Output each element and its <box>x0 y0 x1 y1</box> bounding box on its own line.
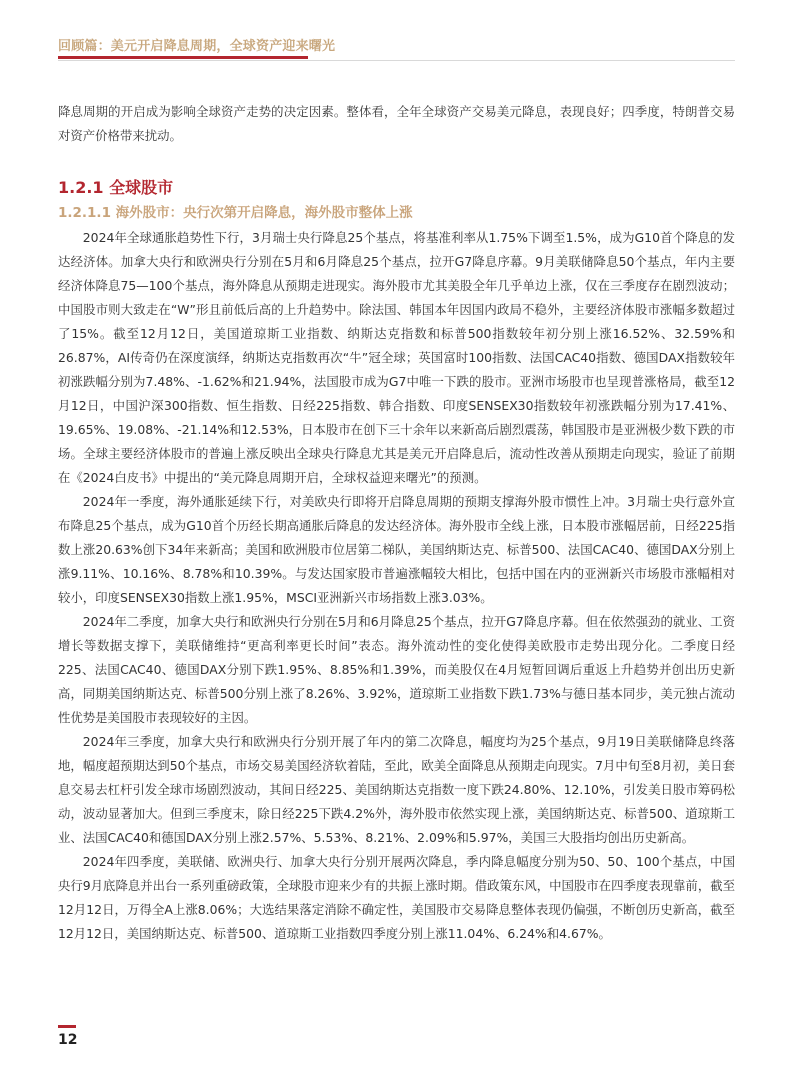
header-divider <box>58 60 735 61</box>
body-paragraph-overview: 2024年全球通胀趋势性下行，3月瑞士央行降息25个基点，将基准利率从1.75%下调至1.5%，成为G10首个降息的发达经济体。加拿大央行和欧洲央行分别在5月和6月降息25个基点，拉开G7降息序幕。9月美联储降息50个基点，年内主要经济体降息75—100个基点，海外降息从预期走进现实。海外股市尤其美股全年几乎单边上涨，仅在三季度存在剧烈波动；中国股市则大致走在“W”形且前低后高的上升趋势中。除法国、韩国本年因国内政局不稳外，主要经济体股市涨幅多数超过了15%。截至12月12日，美国道琼斯工业指数、纳斯达克指数和标普500指数较年初分别上涨16.52%、32.59%和26.87%，AI传奇仍在深度演绎，纳斯达克指数再次“牛”冠全球；英国富时100指数、法国CAC40指数、德国DAX指数较年初涨跌幅分别为7.48%、-1.62%和21.94%，法国股市成为G7中唯一下跌的股市。亚洲市场股市也呈现普涨格局，截至12月12日，中国沪深300指数、恒生指数、日经225指数、韩合指数、印度SENSEX30指数较年初涨跌幅分别为17.41%、19.65%、19.08%、-21.14%和12.53%，日本股市在创下三十余年以来新高后剧烈震荡，韩国股市是亚洲极少数下跌的市场。全球主要经济体股市的普遍上涨反映出全球央行降息尤其是美元开启降息后，流动性改善从预期走向现实，验证了前期在《2024白皮书》中提出的“美元降息周期开启，全球权益迎来曙光”的预测。 <box>58 230 735 485</box>
subsection-heading: 1.2.1.1 海外股市：央行次第开启降息，海外股市整体上涨 <box>58 205 413 221</box>
body-paragraph-q1: 2024年一季度，海外通胀延续下行，对美欧央行即将开启降息周期的预期支撑海外股市惯性上冲。3月瑞士央行意外宣布降息25个基点，成为G10首个历经长期高通胀后降息的发达经济体。海外股市全线上涨，日本股市涨幅居前，日经225指数上涨20.63%创下34年来新高；美国和欧洲股市位居第二梯队，美国纳斯达克、标普500、法国CAC40、德国DAX分别上涨9.11%、10.16%、8.78%和10.39%。与发达国家股市普遍涨幅较大相比，包括中国在内的亚洲新兴市场股市涨幅相对较小，印度SENSEX30指数上涨1.95%，MSCI亚洲新兴市场指数上涨3.03%。 <box>58 494 735 605</box>
running-header-title: 回顾篇：美元开启降息周期，全球资产迎来曙光 <box>58 39 336 54</box>
body-paragraph-q4: 2024年四季度，美联储、欧洲央行、加拿大央行分别开展两次降息，季内降息幅度分别为50、50、100个基点，中国央行9月底降息并出台一系列重磅政策，全球股市迎来少有的共振上涨时期。借政策东风，中国股市在四季度表现靠前，截至12月12日，万得全A上涨8.06%；大选结果落定消除不确定性，美国股市交易降息整体表现仍偏强，不断创历史新高，截至12月12日，美国纳斯达克、标普500、道琼斯工业指数四季度分别上涨11.04%、6.24%和4.67%。 <box>58 854 735 941</box>
page-number: 12 <box>58 1032 78 1048</box>
body-paragraph-q3: 2024年三季度，加拿大央行和欧洲央行分别开展了年内的第二次降息，幅度均为25个基点，9月19日美联储降息终落地，幅度超预期达到50个基点，市场交易美国经济软着陆，至此，欧美全面降息从预期走向现实。7月中旬至8月初，美日套息交易去杠杆引发全球市场剧烈波动，其间日经225、美国纳斯达克指数一度下跌24.80%、12.10%，引发美日股市筹码松动，波动显著加大。但到三季度末，除日经225下跌4.2%外，海外股市依然实现上涨，美国纳斯达克、标普500、道琼斯工业、法国CAC40和德国DAX分别上涨2.57%、5.53%、8.21%、2.09%和5.97%，美国三大股指均创出历史新高。 <box>58 734 735 845</box>
intro-paragraph: 降息周期的开启成为影响全球资产走势的决定因素。整体看，全年全球资产交易美元降息，表现良好；四季度，特朗普交易对资产价格带来扰动。 <box>58 104 735 143</box>
footer-accent-rule <box>58 1025 76 1028</box>
page-body <box>58 100 735 946</box>
header-accent-rule <box>58 56 308 59</box>
body-paragraph-q2: 2024年二季度，加拿大央行和欧洲央行分别在5月和6月降息25个基点，拉开G7降息序幕。但在依然强劲的就业、工资增长等数据支撑下，美联储维持“更高利率更长时间”表态。海外流动性的变化使得美欧股市走势出现分化。二季度日经225、法国CAC40、德国DAX分别下跌1.95%、8.85%和1.39%，而美股仅在4月短暂回调后重返上升趋势并创出历史新高，同期美国纳斯达克、标普500分别上涨了8.26%、3.92%，道琼斯工业指数下跌1.73%与德日基本同步，美元独占流动性优势是美国股市表现较好的主因。 <box>58 614 735 725</box>
section-heading: 1.2.1 全球股市 <box>58 178 174 197</box>
